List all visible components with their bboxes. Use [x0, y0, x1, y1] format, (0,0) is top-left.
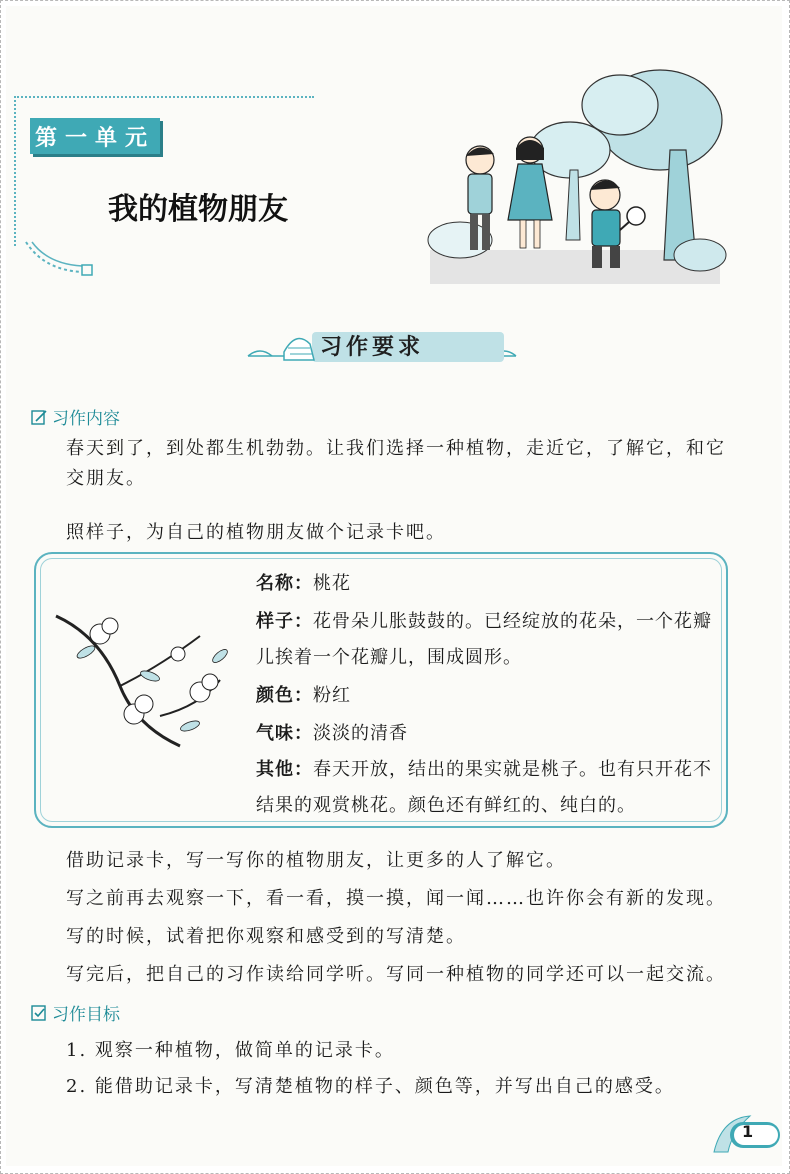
card-label-name: 名称： — [256, 573, 313, 594]
goal-item-1: 1. 观察一种植物，做简单的记录卡。 — [66, 1040, 395, 1061]
goals-heading-label: 习作目标 — [52, 1005, 120, 1025]
header-dotted-line — [14, 96, 314, 98]
card-label-appearance: 样子： — [256, 611, 313, 632]
card-row-appearance — [256, 604, 716, 640]
pencil-icon — [30, 408, 48, 426]
card-row-color — [256, 678, 716, 714]
goals-heading — [30, 1000, 120, 1025]
card-label-other: 其他： — [256, 759, 313, 780]
content-paragraph-1: 春天到了，到处都生机勃勃。让我们选择一种植物，走近它，了解它，和它交朋友。 — [66, 438, 726, 489]
unit-badge: 第一单元 — [30, 118, 160, 154]
header-dotted-line-left — [14, 96, 16, 246]
card-row-other-cont — [256, 788, 716, 824]
card-row-smell — [256, 716, 716, 752]
card-row-other — [256, 752, 716, 788]
header-corner-flourish — [24, 240, 94, 280]
card-value-other: 春天开放，结出的果实就是桃子。也有只开花不 — [313, 759, 712, 780]
card-label-smell: 气味： — [256, 723, 313, 744]
content-heading — [30, 404, 120, 429]
card-value-name: 桃花 — [313, 573, 351, 594]
section-title: 习作要求 — [320, 335, 425, 360]
card-value-color: 粉红 — [313, 685, 351, 706]
goal-item-2: 2. 能借助记录卡，写清楚植物的样子、颜色等，并写出自己的感受。 — [66, 1076, 675, 1097]
card-value-appearance: 花骨朵儿胀鼓鼓的。已经绽放的花朵，一个花瓣 — [313, 611, 712, 632]
instruction-1: 借助记录卡，写一写你的植物朋友，让更多的人了解它。 — [66, 850, 566, 871]
card-row-name — [256, 566, 716, 602]
instruction-4: 写完后，把自己的习作读给同学听。写同一种植物的同学还可以一起交流。 — [66, 964, 726, 985]
checklist-icon — [30, 1004, 48, 1022]
card-value-smell: 淡淡的清香 — [313, 723, 408, 744]
card-label-color: 颜色： — [256, 685, 313, 706]
page-number-tab — [712, 1112, 782, 1156]
card-value-other-cont: 结果的观赏桃花。颜色还有鲜红的、纯白的。 — [256, 795, 636, 816]
instruction-2: 写之前再去观察一下，看一看，摸一摸，闻一闻……也许你会有新的发现。 — [66, 888, 726, 909]
unit-title: 我的植物朋友 — [108, 192, 288, 227]
children-exploring-illustration — [420, 50, 730, 290]
content-paragraph-2: 照样子，为自己的植物朋友做个记录卡吧。 — [66, 522, 446, 543]
page-number: 1 — [742, 1122, 754, 1141]
peach-blossom-drawing — [50, 596, 250, 766]
card-row-appearance-cont — [256, 640, 716, 676]
card-value-appearance-cont: 儿挨着一个花瓣儿，围成圆形。 — [256, 647, 522, 668]
instruction-3: 写的时候，试着把你观察和感受到的写清楚。 — [66, 926, 466, 947]
content-heading-label: 习作内容 — [52, 409, 120, 429]
